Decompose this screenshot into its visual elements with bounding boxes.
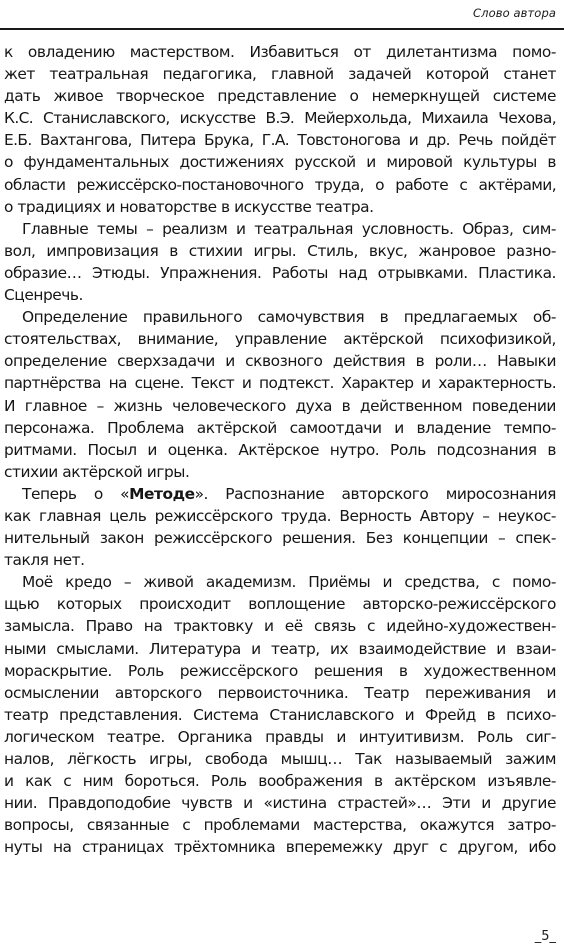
running-title: Слово автора [473,6,556,20]
text-line: театр представления. Система Станиславского и Фрейд в психо- [4,705,556,724]
text-line: К.С. Станиславского, искусстве В.Э. Мейерхольда, Михаила Чехова, [4,109,556,128]
text-line: нии. Правдоподобие чувств и «истина страстей»… Эти и другие [4,794,556,813]
text-line: щью которых происходит воплощение авторско-режиссёрского [4,595,556,614]
text-line-with-emphasis [4,483,556,505]
paragraph [4,218,556,306]
text-line: области режиссёрско-постановочного труда, о работе с актёрами, [4,175,556,194]
text-line: к овладению мастерством. Избавиться от дилетантизма помо- [4,43,556,61]
text-line: такля нет. [4,551,85,570]
text-line: Е.Б. Вахтангова, Питера Брука, Г.А. Товстоногова и др. Речь пойдёт [4,131,556,150]
text-line: образие… Этюды. Упражнения. Работы над отрывками. Пластика. [4,263,556,282]
text-line: ными смыслами. Литература и театр, их взаимодействие и взаи- [4,639,556,658]
text-line: вол, импровизация в стихии игры. Стиль, вкус, жанровое разно- [4,241,556,260]
bold-term: Методе [129,484,195,503]
paragraph [4,306,556,483]
text-line: мораскрытие. Роль режиссёрского решения в художественном [4,661,556,680]
text-line: и как с ним бороться. Роль воображения в актёрском изъявле- [4,772,556,791]
text-line: о фундаментальных достижениях русской и мировой культуры в [4,153,556,172]
text-line: определение сверхзадачи и сквозного действия в роли… Навыки [4,352,556,371]
paragraph [4,483,556,571]
text-line: ритмами. Посыл и оценка. Актёрское нутро. Роль подсознания в [4,440,556,459]
text-line: о традициях и новаторстве в искусстве театра. [4,197,374,216]
text-line: персонажа. Проблема актёрской самоотдачи и владение темпо- [4,418,556,437]
text-line: Сценречь. [4,286,83,305]
paragraph [4,571,556,858]
text-line: Моё кредо – живой академизм. Приёмы и средства, с помо- [22,573,556,592]
text-line: И главное – жизнь человеческого духа в действенном поведении [4,396,556,415]
body-text [4,41,556,858]
running-header [0,0,564,31]
text-line: логическом театре. Органика правды и интуитивизм. Роль сиг- [4,727,556,746]
text-span: ». Распознание авторского миросознания [194,484,556,503]
text-line: вопросы, связанные с проблемами мастерства, окажутся затро- [4,816,556,835]
text-line: осмыслении авторского первоисточника. Театр переживания и [4,683,556,702]
header-rule [0,28,564,30]
text-line: нительный закон режиссёрского решения. Без концепции – спек- [4,529,556,548]
text-line: дать живое творческое представление о немеркнущей системе [4,87,556,106]
text-line: стоятельствах, внимание, управление актёрской психофизикой, [4,330,556,349]
text-line: Главные темы – реализм и театральная условность. Образ, сим- [22,219,556,238]
text-line: замысла. Право на трактовку и её связь с идейно-художествен- [4,617,556,636]
text-line: жет театральная педагогика, главной задачей которой станет [4,65,556,84]
text-line: нуты на страницах трёхтомника вперемежку друг с другом, ибо [4,838,556,857]
text-line: Определение правильного самочувствия в предлагаемых об- [22,308,556,327]
text-span: Теперь о « [22,484,130,503]
text-line: стихии актёрской игры. [4,462,190,481]
text-line: партнёрства на сцене. Текст и подтекст. Характер и характерность. [4,374,556,393]
page-number: _5_ [534,929,556,944]
paragraph [4,41,556,218]
text-line: как главная цель режиссёрского труда. Верность Автору – неукос- [4,506,556,525]
text-line: налов, лёгкость игры, свобода мышц… Так называемый зажим [4,750,556,768]
